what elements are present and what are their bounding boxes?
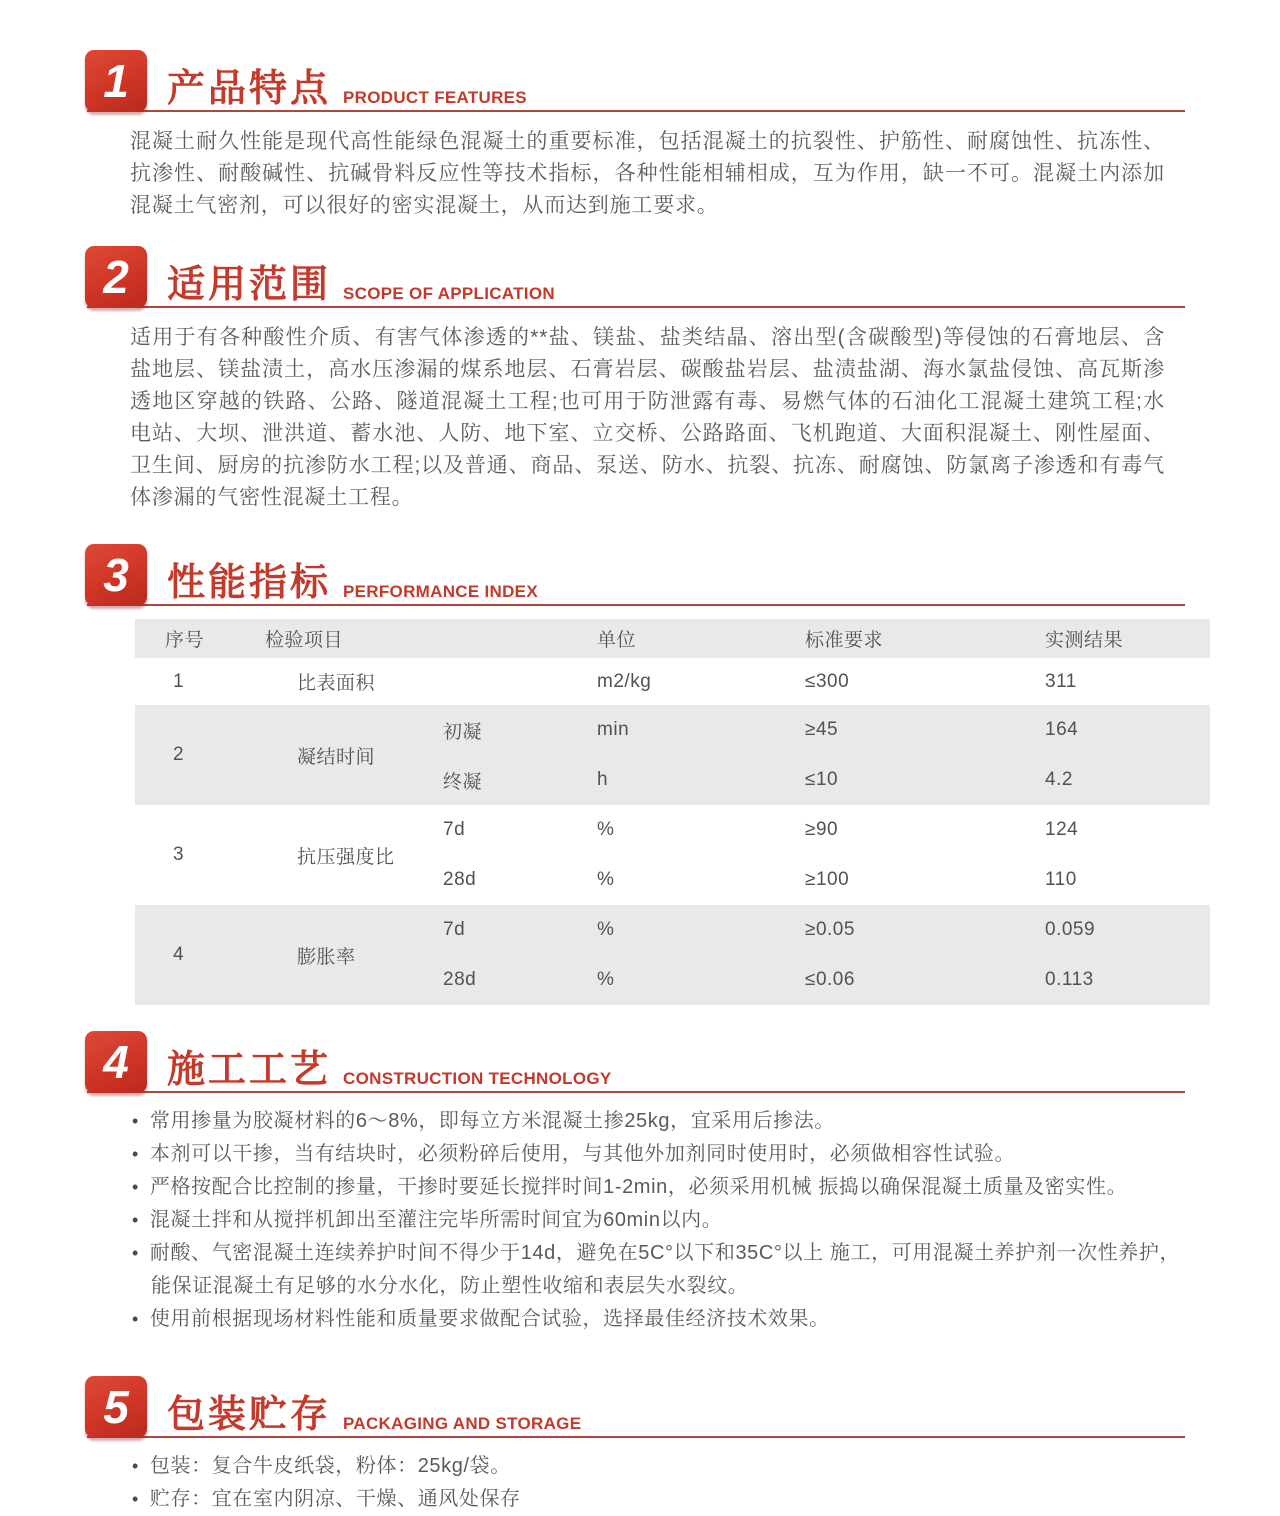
section-title-en: PRODUCT FEATURES [343,88,527,107]
section-performance-index [85,542,1280,1005]
section-scope-of-application [85,244,1280,514]
cell-result: 164 [1045,719,1079,740]
col-header-unit: 单位 [597,630,637,651]
col-header-standard: 标准要求 [805,630,884,651]
list-item: • 使用前根据现场材料性能和质量要求做配合试验，选择最佳经济技术效果。 [132,1303,1192,1336]
cell-subitem: 28d [443,869,477,890]
cell-item: 凝结时间 [297,746,376,768]
cell-subitem [435,658,585,705]
list-item: • 耐酸、气密混凝土连续养护时间不得少于14d，避免在5C°以下和35C°以上 施工，可用混凝土养护剂一次性养护，能保证混凝土有足够的水分水化，防止塑性收缩和表层失水裂纹。 [132,1237,1192,1303]
list-item: • 包装：复合牛皮纸袋，粉体：25kg/袋。 [132,1450,1192,1483]
cell-unit: h [597,769,609,790]
table-row [135,705,1210,755]
section-titles [167,564,538,606]
cell-standard: ≥100 [805,869,850,890]
col-header-no: 序号 [165,630,205,651]
section-header [85,48,1185,112]
list-item: • 严格按配合比控制的掺量，干掺时要延长搅拌时间1-2min，必须采用机械 振捣以确保混凝土质量及密实性。 [132,1171,1192,1204]
cell-standard: ≥90 [805,819,839,840]
cell-subitem: 7d [443,819,466,840]
col-header-result: 实测结果 [1045,630,1124,651]
list-item: • 本剂可以干掺，当有结块时，必须粉碎后使用，与其他外加剂同时使用时，必须做相容性试验。 [132,1138,1192,1171]
section-title-zh: 施工工艺 [167,1049,332,1091]
construction-bullet-list [132,1105,1192,1336]
section-packaging-storage [85,1374,1280,1516]
cell-subitem: 终凝 [443,771,483,793]
section-title-en: CONSTRUCTION TECHNOLOGY [343,1069,612,1088]
table-row [135,658,1210,705]
cell-no: 1 [173,670,185,692]
section-title-zh: 适用范围 [167,264,332,306]
section-paragraph: 适用于有各种酸性介质、有害气体渗透的**盐、镁盐、盐类结晶、溶出型(含碳酸型)等侵蚀的石膏地层、含盐地层、镁盐渍土，高水压渗漏的煤系地层、石膏岩层、碳酸盐岩层、盐渍盐湖、海水氯盐侵蚀、高瓦斯渗透地区穿越的铁路、公路、隧道混凝土工程;也可用于防泄露有毒、易燃气体的石油化工混凝土建筑工程;水电站、大坝、泄洪道、蓄水池、人防、地下室、立交桥、公路路面、飞机跑道、大面积混凝土、刚性屋面、卫生间、厨房的抗渗防水工程;以及普通、商品、泵送、防水、抗裂、抗冻、耐腐蚀、防氯离子渗透和有毒气体渗漏的气密性混凝土工程。 [130,326,1165,509]
cell-no: 4 [173,944,185,965]
section-header [85,542,1185,606]
section-header [85,244,1185,308]
section-title-zh: 产品特点 [167,68,332,110]
section-number-badge: 4 [85,1031,147,1093]
cell-unit: % [597,919,615,940]
cell-unit: % [597,969,615,990]
section-construction-technology [85,1029,1280,1336]
cell-standard: ≥45 [805,719,839,740]
section-number-badge: 1 [85,50,147,112]
cell-standard: ≤10 [805,769,839,790]
list-item: • 贮存：宜在室内阴凉、干燥、通风处保存 [132,1483,1192,1516]
section-product-features [85,48,1280,222]
col-header-item: 检验项目 [265,630,344,651]
cell-result: 4.2 [1045,769,1073,790]
section-titles [167,1396,581,1438]
section-number-badge: 2 [85,246,147,308]
section-title-zh: 性能指标 [167,562,332,604]
section-titles [167,70,527,112]
table-header-row [135,619,1210,658]
section-title-en: SCOPE OF APPLICATION [343,284,555,303]
section-paragraph: 混凝土耐久性能是现代高性能绿色混凝土的重要标准，包括混凝土的抗裂性、护筋性、耐腐蚀性、抗冻性、抗渗性、耐酸碱性、抗碱骨料反应性等技术指标，各种性能相辅相成，互为作用，缺一不可。混凝土内添加混凝土气密剂，可以很好的密实混凝土，从而达到施工要求。 [130,130,1165,217]
cell-no: 2 [173,744,185,765]
section-number-badge: 3 [85,544,147,606]
cell-unit: % [597,869,615,890]
cell-standard: ≤0.06 [805,969,855,990]
section-header [85,1374,1185,1438]
section-title-zh: 包装贮存 [167,1394,332,1436]
cell-result: 0.059 [1045,919,1096,940]
cell-unit: % [597,819,615,840]
list-item: • 常用掺量为胶凝材料的6～8%，即每立方米混凝土掺25kg，宜采用后掺法。 [132,1105,1192,1138]
performance-table [135,619,1210,1005]
cell-unit: min [597,719,630,740]
cell-no: 3 [173,844,185,865]
cell-result: 110 [1045,869,1077,890]
cell-item: 膨胀率 [297,946,356,968]
table-row [135,905,1210,955]
packaging-bullet-list [132,1450,1192,1516]
cell-result: 311 [1045,670,1077,692]
cell-standard: ≤300 [805,670,850,692]
cell-item: 比表面积 [297,673,376,694]
cell-result: 0.113 [1045,969,1094,990]
list-item: • 混凝土拌和从搅拌机卸出至灌注完毕所需时间宜为60min以内。 [132,1204,1192,1237]
cell-standard: ≥0.05 [805,919,855,940]
cell-subitem: 7d [443,919,466,940]
table-row [135,805,1210,855]
section-number-badge: 5 [85,1376,147,1438]
section-titles [167,266,555,308]
section-title-en: PACKAGING AND STORAGE [343,1414,582,1433]
section-title-en: PERFORMANCE INDEX [343,582,538,601]
section-header [85,1029,1185,1093]
cell-subitem: 初凝 [443,721,483,743]
cell-subitem: 28d [443,969,477,990]
cell-unit: m2/kg [597,670,652,692]
cell-item: 抗压强度比 [297,846,395,868]
cell-result: 124 [1045,819,1079,840]
section-titles [167,1051,612,1093]
